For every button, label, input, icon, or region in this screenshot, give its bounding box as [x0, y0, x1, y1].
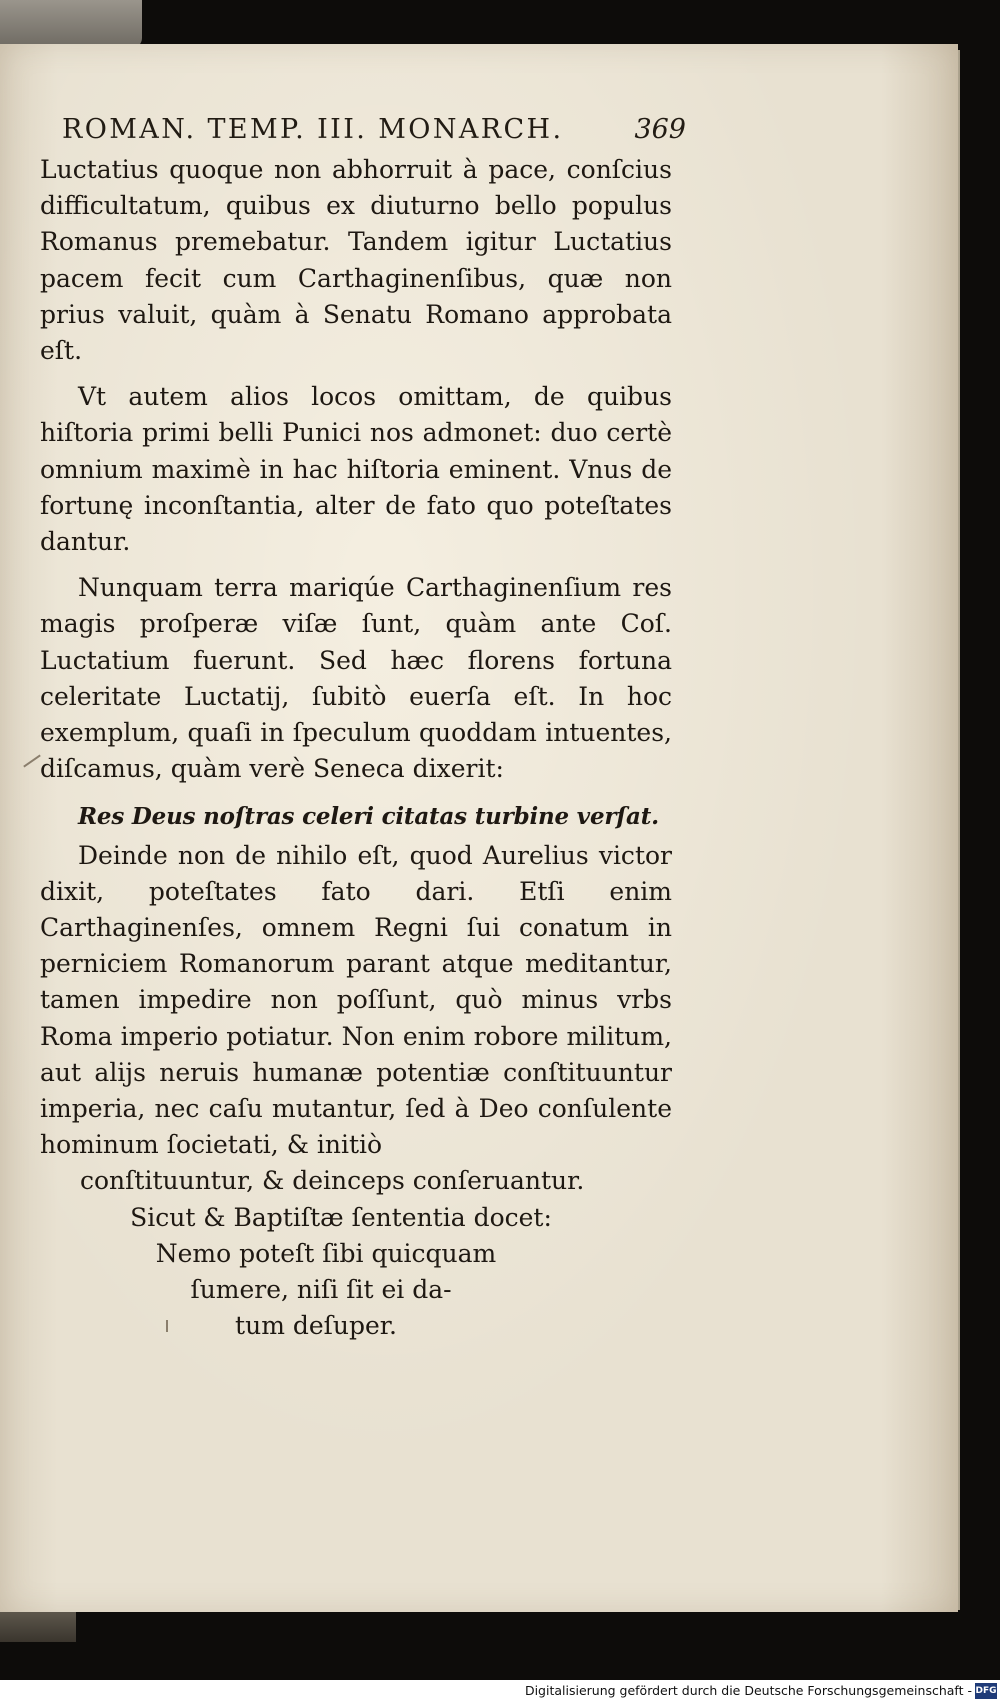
footer-bar [0, 1680, 1000, 1703]
closing-line-5: tum deſuper. [235, 1311, 397, 1341]
closing-line-4: ſumere, niſi ſit ei da- [190, 1275, 452, 1305]
closing-line-3: Nemo poteſt ſibi quicquam [155, 1238, 497, 1268]
paragraph-4: Deinde non de nihilo eſt, quod Aurelius victor dixit, poteſtates fato dari. Etſi enim Carthaginenſes, omnem Regni ſui conatum in perniciem Romanorum parant atque meditantur, tamen impedire non poſſunt, quò minus vrbs Roma imperio potiatur. Non enim robore militum, aut alijs neruis humanæ potentiæ conſtituuntur imperia, nec caſu mutantur, ſed à Deo conſulente hominum ſocietati, & initiò [40, 840, 672, 1160]
body-text [40, 152, 672, 1345]
bookmark-tab-bottom [0, 1612, 76, 1642]
paragraph-2: Vt autem alios locos omittam, de quibus hiſtoria primi belli Punici nos admonet: duo certè omnium maximè in hac hiſtoria eminent. Vnus de fortunę inconſtantia, alter de fato quo poteſtates dantur. [40, 382, 672, 557]
closing-line-2: Sicut & Baptiſtæ ſententia docet: [130, 1202, 552, 1232]
closing-line-1: conſtituuntur, & deinceps conſeruantur. [80, 1166, 585, 1196]
funding-credit: Digitalisierung gefördert durch die Deutsche Forschungsgemeinschaft - [524, 1683, 972, 1698]
bookmark-tab-top [0, 0, 142, 48]
paragraph-1: Luctatius quoque non abhorruit à pace, conſcius difficultatum, quibus ex diuturno bello populus Romanus premebatur. Tandem igitur Luctatius pacem fecit cum Carthaginenſibus, quæ non prius valuit, quàm à Senatu Romano approbata eſt. [40, 155, 672, 366]
ink-speck [166, 1320, 168, 1332]
running-title: ROMAN. TEMP. III. MONARCH. [62, 114, 564, 145]
paragraph-3: Nunquam terra mariqúe Carthaginenſium res magis proſperæ viſæ ſunt, quàm ante Coſ. Luctatium fuerunt. Sed hæc florens fortuna celeritate Luctatij, ſubitò euerſa eſt. In hoc exemplum, quaſi in ſpeculum quoddam intuentes, diſcamus, quàm verè Seneca dixerit: [40, 573, 672, 784]
verse-quote: Res Deus noſtras celeri citatas turbine verſat. [78, 803, 659, 831]
running-head [62, 114, 686, 145]
dfg-logo: DFG [975, 1683, 997, 1699]
page-number: 369 [634, 114, 686, 145]
